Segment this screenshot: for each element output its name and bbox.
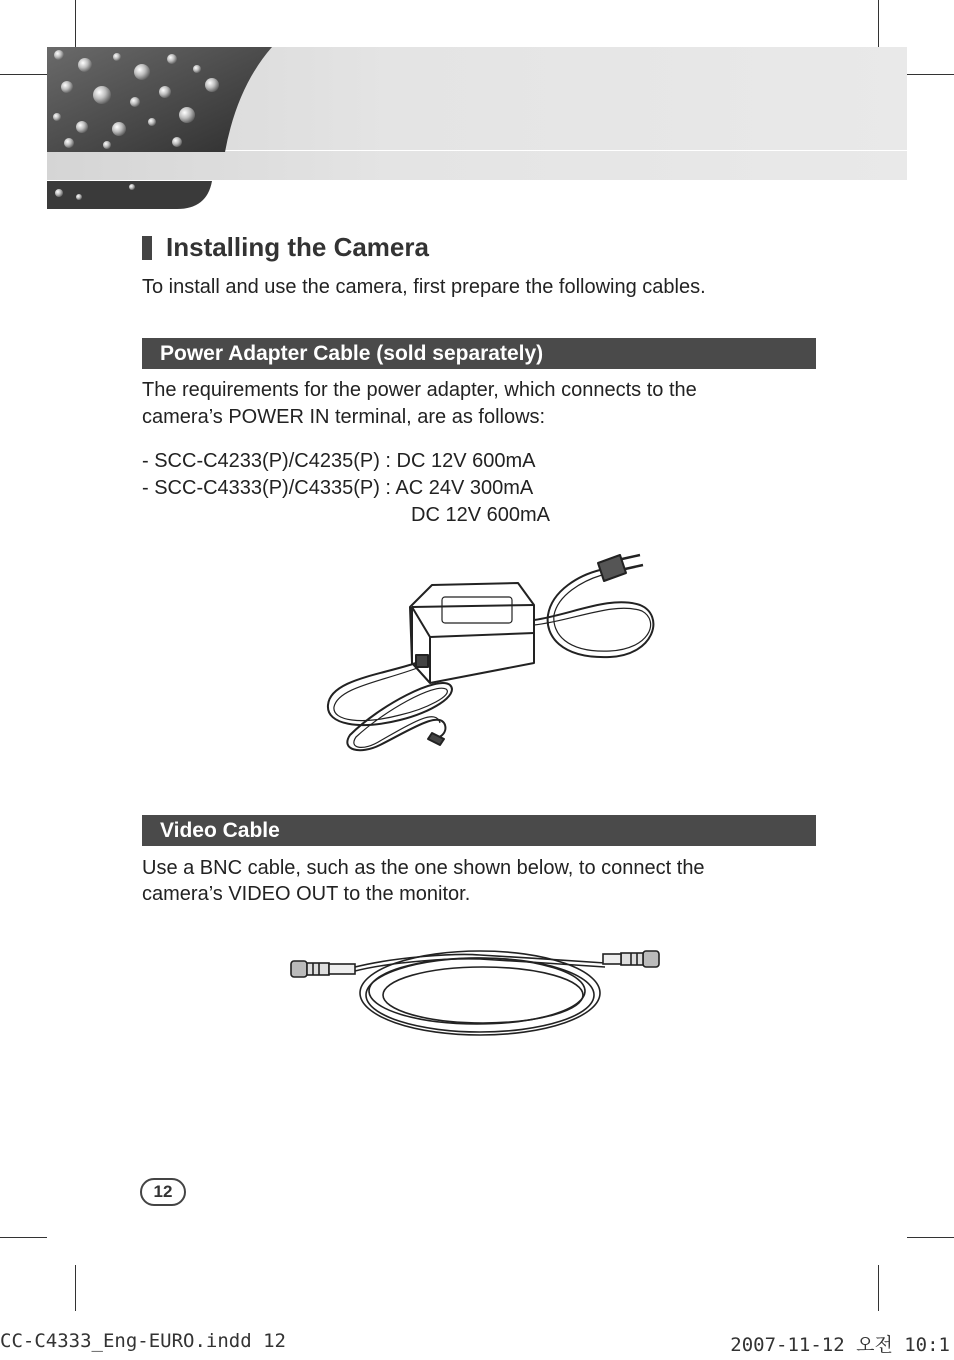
bnc-cable-illustration: [285, 945, 665, 1045]
power-spec-2: - SCC-C4333(P)/C4335(P) : AC 24V 300mA: [142, 477, 534, 499]
crop-mark-bottom-left: [75, 1265, 76, 1311]
video-cable-heading: Video Cable: [142, 815, 816, 846]
power-desc-line2: camera’s POWER IN terminal, are as follows:: [142, 406, 546, 428]
crop-mark-bottom-right: [878, 1265, 879, 1311]
power-spec-3: DC 12V 600mA: [411, 504, 550, 526]
section-title: [142, 232, 429, 263]
crop-mark-left-bottom: [0, 1237, 47, 1238]
section-intro: To install and use the camera, first prepare the following cables.: [142, 276, 706, 298]
crop-mark-right-bottom: [907, 1237, 954, 1238]
video-desc-line2: camera’s VIDEO OUT to the monitor.: [142, 883, 471, 905]
section-title-text: Installing the Camera: [166, 232, 429, 262]
crop-mark-top-left: [75, 0, 76, 47]
title-marker: [142, 236, 152, 260]
crop-mark-right-top: [907, 74, 954, 75]
power-adapter-illustration: [320, 545, 665, 765]
water-drops-decoration: [47, 47, 307, 209]
file-slug: CC-C4333_Eng-EURO.indd 12: [0, 1330, 286, 1352]
power-desc-line1: The requirements for the power adapter, which connects to the: [142, 379, 697, 401]
power-spec-1: - SCC-C4233(P)/C4235(P) : DC 12V 600mA: [142, 450, 536, 472]
page-number: 12: [140, 1178, 186, 1206]
date-slug: 2007-11-12 오전 10:1: [730, 1334, 950, 1356]
crop-mark-top-right: [878, 0, 879, 47]
crop-mark-left-top: [0, 74, 47, 75]
video-desc-line1: Use a BNC cable, such as the one shown below, to connect the: [142, 857, 705, 879]
power-adapter-heading: Power Adapter Cable (sold separately): [142, 338, 816, 369]
